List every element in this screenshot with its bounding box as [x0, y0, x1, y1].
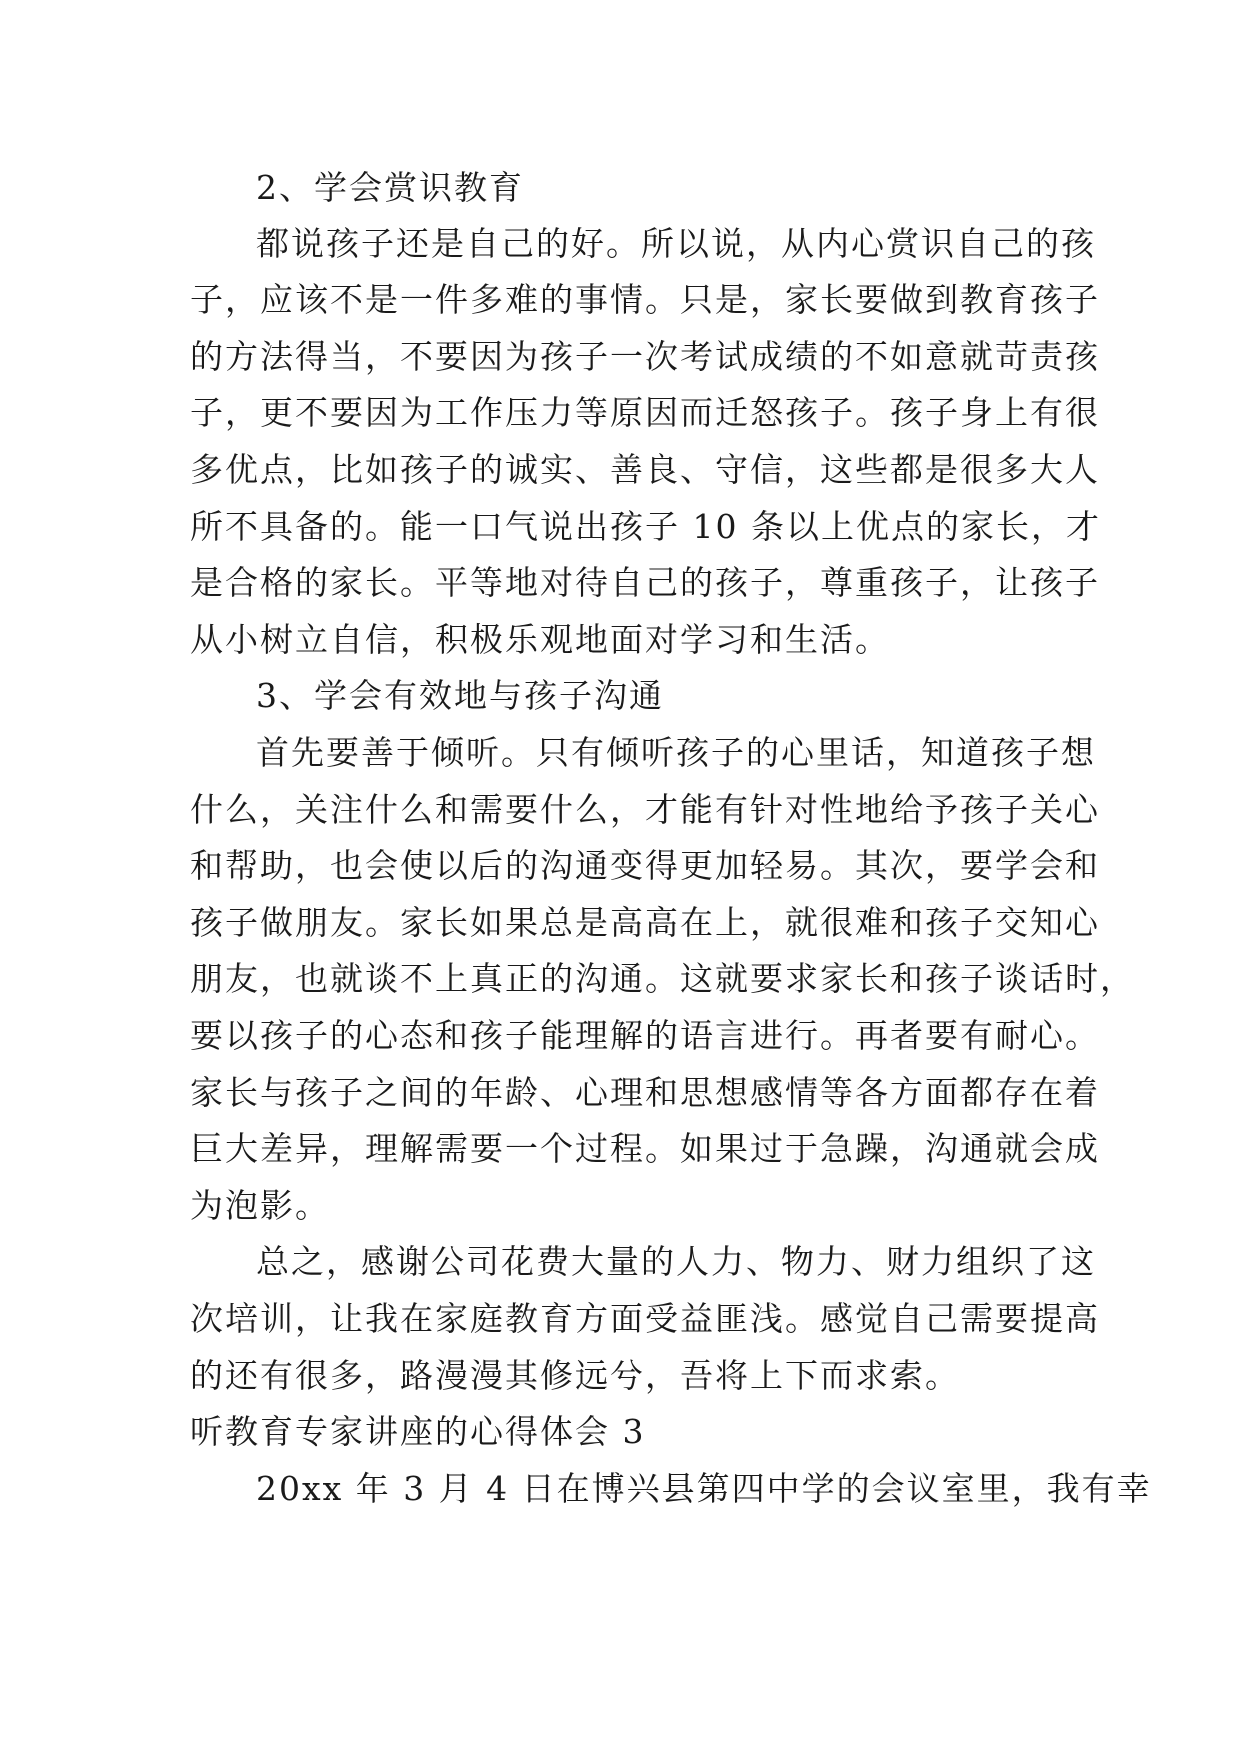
- paragraph-line: 什么，关注什么和需要什么，才能有针对性地给予孩子关心: [190, 790, 1100, 829]
- paragraph-line: 次培训，让我在家庭教育方面受益匪浅。感觉自己需要提高: [190, 1299, 1100, 1338]
- paragraph-line: 子，应该不是一件多难的事情。只是，家长要做到教育孩子: [190, 280, 1100, 319]
- paragraph-line: 为泡影。: [190, 1186, 330, 1225]
- paragraph-line: 从小树立自信，积极乐观地面对学习和生活。: [190, 620, 890, 659]
- paragraph-line: 20xx 年 3 月 4 日在博兴县第四中学的会议室里，我有幸: [256, 1469, 1152, 1508]
- paragraph-line: 是合格的家长。平等地对待自己的孩子，尊重孩子，让孩子: [190, 563, 1100, 602]
- paragraph-line: 和帮助，也会使以后的沟通变得更加轻易。其次，要学会和: [190, 846, 1100, 885]
- paragraph-line: 家长与孩子之间的年龄、心理和思想感情等各方面都存在着: [190, 1073, 1100, 1112]
- paragraph-line: 巨大差异，理解需要一个过程。如果过于急躁，沟通就会成: [190, 1129, 1100, 1168]
- paragraph-line: 总之，感谢公司花费大量的人力、物力、财力组织了这: [256, 1242, 1096, 1281]
- paragraph-line: 朋友，也就谈不上真正的沟通。这就要求家长和孩子谈话时，: [190, 959, 1135, 998]
- paragraph-line: 所不具备的。能一口气说出孩子 10 条以上优点的家长，才: [190, 507, 1101, 546]
- paragraph-line: 子，更不要因为工作压力等原因而迁怒孩子。孩子身上有很: [190, 393, 1100, 432]
- section-heading-communication: 3、学会有效地与孩子沟通: [256, 676, 664, 715]
- paragraph-line: 要以孩子的心态和孩子能理解的语言进行。再者要有耐心。: [190, 1016, 1100, 1055]
- section-heading-appreciation: 2、学会赏识教育: [256, 168, 524, 207]
- article-title: 听教育专家讲座的心得体会 3: [190, 1412, 646, 1451]
- paragraph-line: 首先要善于倾听。只有倾听孩子的心里话，知道孩子想: [256, 733, 1096, 772]
- paragraph-line: 的方法得当，不要因为孩子一次考试成绩的不如意就苛责孩: [190, 337, 1100, 376]
- paragraph-line: 都说孩子还是自己的好。所以说，从内心赏识自己的孩: [256, 224, 1096, 263]
- paragraph-line: 的还有很多，路漫漫其修远兮，吾将上下而求索。: [190, 1356, 960, 1395]
- paragraph-line: 多优点，比如孩子的诚实、善良、守信，这些都是很多大人: [190, 450, 1100, 489]
- paragraph-line: 孩子做朋友。家长如果总是高高在上，就很难和孩子交知心: [190, 903, 1100, 942]
